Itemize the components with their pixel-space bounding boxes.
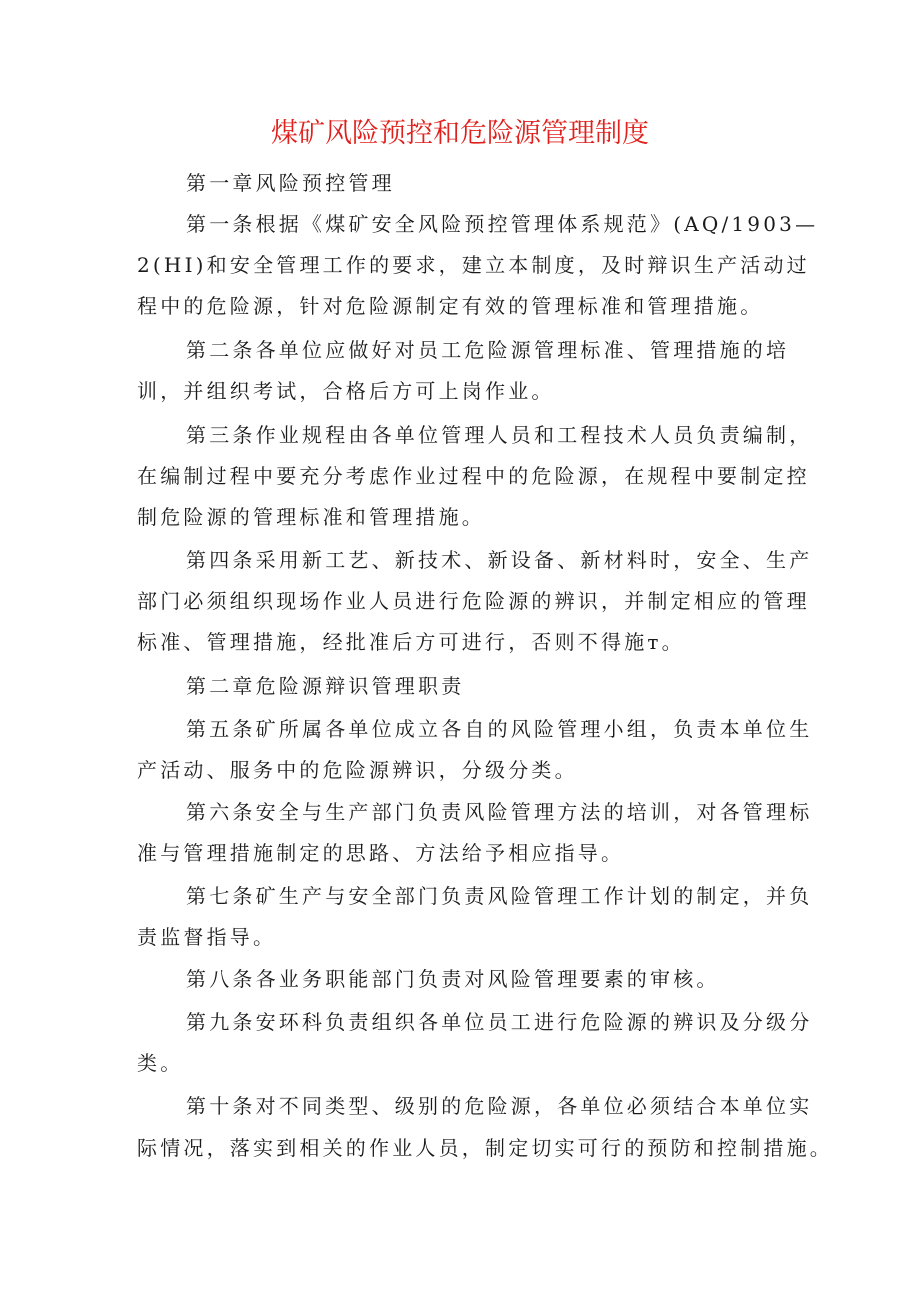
paragraph-line: 第一条根据《煤矿安全风险预控管理体系规范》(AQ/1903— (186, 212, 819, 236)
chapter-heading: 第二章危险源辩识管理职责 (186, 674, 465, 698)
paragraph-line: 标准、管理措施，经批准后方可进行，否则不得施т。 (137, 630, 685, 654)
paragraph-line: 第六条安全与生产部门负责风险管理方法的培训，对各管理标 (186, 800, 813, 824)
paragraph-line: 第二条各单位应做好对员工危险源管理标准、管理措施的培 (186, 338, 790, 362)
paragraph-line: 第五条矿所属各单位成立各自的风险管理小组，负责本单位生 (186, 717, 813, 741)
paragraph-line: 第八条各业务职能部门负责对风险管理要素的审核。 (186, 967, 720, 991)
paragraph-line: 类。 (137, 1051, 184, 1075)
paragraph-line: 第七条矿生产与安全部门负责风险管理工作计划的制定，并负 (186, 884, 813, 908)
paragraph-line: 第九条安环科负责组织各单位员工进行危险源的辨识及分级分 (186, 1010, 813, 1034)
paragraph-line: 部门必须组织现场作业人员进行危险源的辨识，并制定相应的管理 (137, 589, 810, 613)
document-title: 煤矿风险预控和危险源管理制度 (271, 118, 649, 149)
paragraph-line: 在编制过程中要充分考虑作业过程中的危险源，在规程中要制定控 (137, 464, 810, 488)
chapter-heading: 第一章风险预控管理 (186, 171, 395, 195)
paragraph-line: 制危险源的管理标准和管理措施。 (137, 505, 485, 529)
paragraph-line: 第四条采用新工艺、新技术、新设备、新材料时，安全、生产 (186, 548, 813, 572)
paragraph-line: 程中的危险源，针对危险源制定有效的管理标准和管理措施。 (137, 294, 764, 318)
paragraph-line: 产活动、服务中的危险源辨识，分级分类。 (137, 758, 578, 782)
paragraph-line: 准与管理措施制定的思路、方法给予相应指导。 (137, 841, 625, 865)
paragraph-line: 责监督指导。 (137, 925, 277, 949)
paragraph-line: 训，并组织考试，合格后方可上岗作业。 (137, 379, 555, 403)
paragraph-line: 际情况，落实到相关的作业人员，制定切实可行的预防和控制措施。 (137, 1136, 833, 1160)
paragraph-line: 第三条作业规程由各单位管理人员和工程技术人员负责编制， (186, 423, 813, 447)
paragraph-line: 第十条对不同类型、级别的危险源，各单位必须结合本单位实 (186, 1094, 813, 1118)
paragraph-line: 2(HI)和安全管理工作的要求，建立本制度，及时辩识生产活动过 (137, 253, 810, 277)
